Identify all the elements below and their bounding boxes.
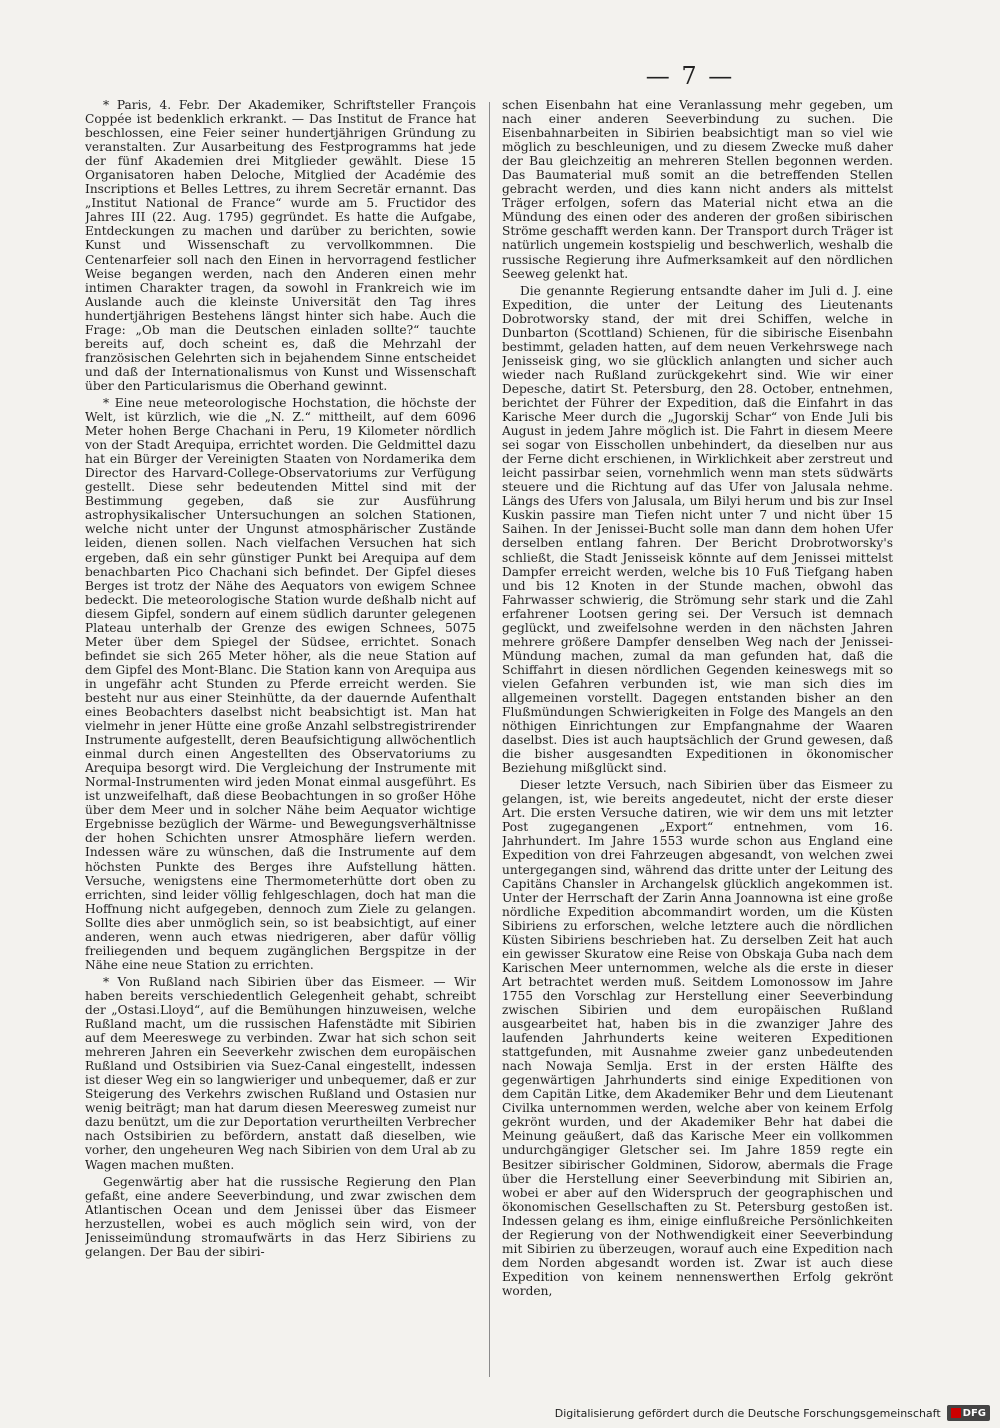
article-paris-institut: * Paris, 4. Febr. Der Akademiker, Schriftsteller François Coppée ist bedenklich erkrankt. — Das Institut de France hat beschlossen, eine Feier seiner hundertjährigen Gründung zu veranstalten. Zur Ausarbeitung des Festprogramms hat jede der fünf Akademien drei Mitglieder gewählt. Diese 15 Organisatoren haben Deloche, Mitglied der Académie des Inscriptions et Belles Lettres, zu ihrem Secretär ernannt. Das „Institut National de France“ wurde am 5. Fructidor des Jahres III (22. Aug. 1795) gegründet. Es hatte die Aufgabe, Entdeckungen zu machen und darüber zu berichten, sowie Kunst und Wissenschaft zu vervollkommnen. Die Centenarfeier soll nach den Einen in hervorragend festlicher Weise begangen werden, nach den Anderen einen mehr intimen Charakter tragen, da sowohl in Frankreich wie im Auslande auch die kleinste Universität den Tag ihres hundertjährigen Bestehens längst hinter sich habe. Auch die Frage: „Ob man die Deutschen einladen sollte?“ tauchte bereits auf, doch scheint es, daß die Mehrzahl der französischen Gelehrten sich in bejahendem Sinne entscheidet und daß der Internationalismus von Kunst und Wissenschaft über den Particularismus die Oberhand gewinnt.: [85, 98, 476, 393]
digitization-footer: [555, 1404, 990, 1422]
article-meteorological-station: * Eine neue meteorologische Hochstation, die höchste der Welt, ist kürzlich, wie die „N. Z.“ mittheilt, auf dem 6096 Meter hohen Berge Chachani in Peru, 19 Kilometer nördlich von der Stadt Arequipa, errichtet worden. Die Geldmittel dazu hat ein Bürger der Vereinigten Staaten von Nordamerika dem Director des Harvard-College-Observatoriums zur Verfügung gestellt. Diese sehr bedeutenden Mittel sind mit der Bestimmung gegeben, daß sie zur Ausführung astrophysikalischer Untersuchungen an solchen Stationen, welche nicht unter der Ungunst atmosphärischer Zustände leiden, dienen sollen. Nach vielfachen Versuchen hat sich ergeben, daß ein sehr günstiger Punkt bei Arequipa auf dem benachbarten Pico Chachani sich befindet. Der Gipfel dieses Berges ist trotz der Nähe des Aequators von ewigem Schnee bedeckt. Die meteorologische Station wurde deßhalb nicht auf diesem Gipfel, sondern auf einem südlich darunter gelegenen Plateau unterhalb der Grenze des ewigen Schnees, 5075 Meter über dem Spiegel der Südsee, errichtet. Sonach befindet sie sich 265 Meter höher, als die neue Station auf dem Gipfel des Mont-Blanc. Die Station kann von Arequipa aus in ungefähr acht Stunden zu Pferde erreicht werden. Sie besteht nur aus einer Steinhütte, da der dauernde Aufenthalt eines Beobachters daselbst nicht beabsichtigt ist. Man hat vielmehr in jener Hütte eine große Anzahl selbstregistrirender Instrumente aufgestellt, deren Beaufsichtigung allwöchentlich einmal durch einen Angestellten des Observatoriums zu Arequipa besorgt wird. Die Vergleichung der Instrumente mit Normal-Instrumenten wird jeden Monat einmal ausgeführt. Es ist unzweifelhaft, daß diese Beobachtungen in so großer Höhe über dem Meer und in solcher Nähe beim Aequator wichtige Ergebnisse bezüglich der Wärme- und Bewegungsverhältnisse der hohen Schichten unsrer Atmosphäre liefern werden. Indessen wäre zu wünschen, daß die Instrumente auf dem höchsten Punkte des Berges ihre Aufstellung hätten. Versuche, wenigstens eine Thermometerhütte dort oben zu errichten, sind leider völlig fehlgeschlagen, doch hat man die Hoffnung nicht aufgegeben, dennoch zum Ziele zu gelangen. Sollte dies aber unmöglich sein, so ist beabsichtigt, auf einer anderen, wenn auch etwas niedrigeren, aber dafür völlig freiliegenden und bequem zugänglichen Bergspitze in der Nähe eine neue Station zu errichten.: [85, 395, 476, 972]
page-number: [0, 62, 1000, 90]
dfg-logo-text: DFG: [962, 1407, 986, 1419]
article-russia-siberia-plan: Gegenwärtig aber hat die russische Regierung den Plan gefaßt, eine andere Seeverbindung, und zwar zwischen dem Atlantischen Ocean und dem Jenissei über das Eismeer herzustellen, wobei es auch möglich sein wird, von der Jenisseimündung stromaufwärts in das Herz Sibiriens zu gelangen. Der Bau der sibiri-: [85, 1174, 476, 1259]
article-expedition-history: Dieser letzte Versuch, nach Sibirien über das Eismeer zu gelangen, ist, wie bereits angedeutet, nicht der erste dieser Art. Die ersten Versuche datiren, wie wir dem uns mit letzter Post zugegangenen „Export“ entnehmen, vom 16. Jahrhundert. Im Jahre 1553 wurde schon aus England eine Expedition von drei Fahrzeugen abgesandt, von welchen zwei untergegangen sind, während das dritte unter der Leitung des Capitäns Chansler in Archangelsk glücklich angekommen ist. Unter der Herrschaft der Zarin Anna Joannowna ist eine große nördliche Expedition abcommandirt worden, um die Küsten Sibiriens zu erforschen, welche letztere auch die nördlichen Küsten Sibiriens beschrieben hat. Zu derselben Zeit hat auch ein gewisser Skuratow eine Reise von Obskaja Guba nach dem Karischen Meer unternommen, welche als die erste in dieser Art betrachtet werden muß. Seitdem Lomonossow im Jahre 1755 den Vorschlag zur Herstellung einer Seeverbindung zwischen Sibirien und dem europäischen Rußland ausgearbeitet hat, haben bis in die zwanziger Jahre des laufenden Jahrhunderts keine weiteren Expeditionen stattgefunden, mit Ausnahme zweier ganz unbedeutenden nach Nowaja Semlja. Erst in der ersten Hälfte des gegenwärtigen Jahrhunderts sind einige Expeditionen von dem Capitän Litke, dem Akademiker Behr und dem Lieutenant Civilka unternommen werden, welche aber von keinem Erfolg gekrönt wurden, und der Akademiker Behr hat dabei die Meinung geäußert, daß das Karische Meer ein vollkommen undurchgängiger Gletscher sei. Im Jahre 1859 regte ein Besitzer sibirischer Goldminen, Sidorow, abermals die Frage über die Herstellung einer Seeverbindung mit Sibirien an, wobei er aber auf den Widerspruch der geographischen und ökonomischen Gesellschaften zu St. Petersburg gestoßen ist. Indessen gelang es ihm, einige einflußreiche Persönlichkeiten der Regierung von der Nothwendigkeit einer Seeverbindung mit Sibirien zu überzeugen, worauf auch eine Expedition nach dem Norden abgesandt worden ist. Zwar ist auch diese Expedition von keinem nennenswerthen Erfolg gekrönt worden,: [502, 778, 893, 1298]
right-column: [502, 98, 893, 1378]
footer-text: Digitalisierung gefördert durch die Deutsche Forschungsgemeinschaft: [554, 1406, 941, 1420]
article-russia-siberia-intro: * Von Rußland nach Sibirien über das Eismeer. — Wir haben bereits verschiedentlich Gelegenheit gehabt, schreibt der „Ostasi.Lloyd“, auf die Bemühungen hinzuweisen, welche Rußland macht, um die russischen Hafenstädte mit Sibirien auf dem Meereswege zu verbinden. Zwar hat sich schon seit mehreren Jahren ein Seeverkehr zwischen dem europäischen Rußland und Ostsibirien via Suez-Canal eingestellt, indessen ist dieser Weg ein so langwieriger und unbequemer, daß er zur Steigerung des Verkehrs zwischen Rußland und Ostasien nur wenig beiträgt; man hat darum diesen Meeresweg zumeist nur dazu benützt, um die zur Deportation verurtheilten Verbrecher nach Ostsibirien zu befördern, anstatt daß dieselben, wie vorher, den ungeheuren Weg nach Sibirien von dem Ural ab zu Wagen machen mußten.: [85, 974, 476, 1172]
column-divider: [489, 102, 490, 1377]
left-column: [85, 98, 476, 1378]
article-railway-continuation: schen Eisenbahn hat eine Veranlassung mehr gegeben, um nach einer anderen Seeverbindung zu suchen. Die Eisenbahnarbeiten in Sibirien beabsichtigt man so viel wie möglich zu beschleunigen, und zu diesem Zwecke muß daher der Bau gleichzeitig an mehreren Stellen begonnen werden. Das Baumaterial muß somit an die betreffenden Stellen gebracht werden, und dies kann nicht anders als mittelst Träger erfolgen, sofern das Material nicht etwa an die Mündung des einen oder des anderen der großen sibirischen Ströme geschafft werden kann. Der Transport durch Träger ist natürlich ungemein kostspielig und beschwerlich, weshalb die russische Regierung ihre Aufmerksamkeit auf den nördlichen Seeweg gelenkt hat.: [502, 98, 893, 281]
page-number-text: — 7 —: [645, 62, 735, 90]
article-expedition-report: Die genannte Regierung entsandte daher im Juli d. J. eine Expedition, die unter der Leitung des Lieutenants Dobrotworsky stand, der mit drei Schiffen, welche in Dunbarton (Scottland) Schienen, für die sibirische Eisenbahn bestimmt, geladen hatten, auf dem neuen Verkehrswege nach Jenisseisk ging, wo sie glücklich anlangten und sicher auch wieder nach Rußland zurückgekehrt sind. Wie wir einer Depesche, datirt St. Petersburg, den 28. October, entnehmen, berichtet der Führer der Expedition, daß die Einfahrt in das Karische Meer durch die „Jugorskij Schar“ von Ende Juli bis August in jedem Jahre möglich ist. Die Fahrt in diesem Meere sei sogar von Eisschollen unbehindert, da dieselben nur aus der Ferne dicht erschienen, in Wirklichkeit aber zerstreut und leicht passirbar seien, vornehmlich wenn man stets südwärts steuere und die Richtung auf das Ufer von Jalusala nehme. Längs des Ufers von Jalusala, um Bilyi herum und bis zur Insel Kuskin passire man Tiefen nicht unter 7 und nicht über 15 Saihen. In der Jenissei-Bucht solle man dann dem hohen Ufer derselben entlang fahren. Der Bericht Drobrotworsky's schließt, die Stadt Jenisseisk könnte auf dem Jenissei mittelst Dampfer erreicht werden, welche bis 10 Fuß Tiefgang haben und bis 12 Knoten in der Stunde machen, obwohl das Fahrwasser schwierig, die Strömung sehr stark und die Zahl erfahrener Lootsen gering sei. Der Versuch ist demnach geglückt, und zweifelsohne werden in den nächsten Jahren mehrere größere Dampfer denselben Weg nach der Jenissei-Mündung machen, zumal da man gefunden hat, daß die Schiffahrt in diesen nördlichen Gegenden keineswegs mit so vielen Gefahren verbunden ist, wie man sich dies im allgemeinen vorstellt. Dagegen entstanden bisher an den Flußmündungen Schwierigkeiten in Folge des Mangels an den nöthigen Einrichtungen zur Empfangnahme der Waaren daselbst. Dies ist auch hauptsächlich der Grund gewesen, daß die bisher ausgesandten Expeditionen in ökonomischer Beziehung mißglückt sind.: [502, 283, 893, 776]
dfg-logo-icon: [947, 1405, 990, 1421]
